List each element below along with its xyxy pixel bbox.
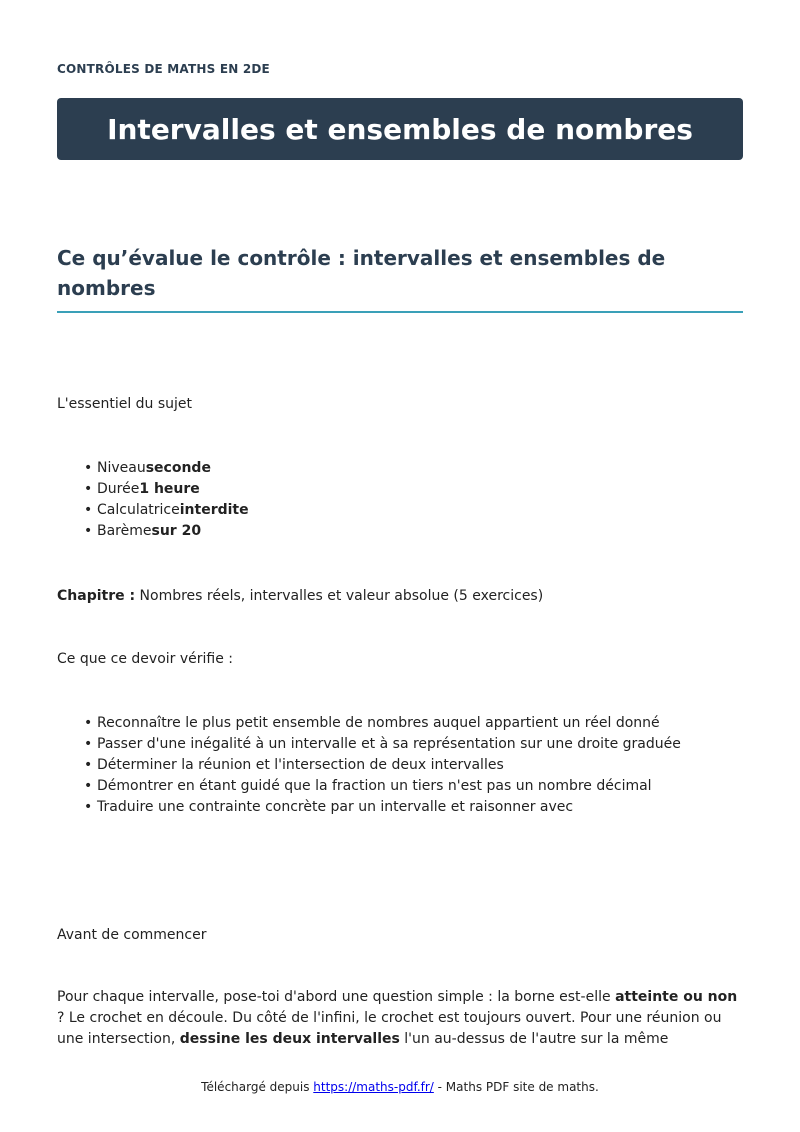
list-item: • Calculatriceinterdite	[97, 500, 249, 521]
site-link[interactable]: https://maths-pdf.fr/	[313, 1080, 434, 1094]
list-item: • Durée1 heure	[97, 479, 249, 500]
chapitre-text: Nombres réels, intervalles et valeur absolue (5 exercices)	[135, 588, 544, 604]
page-footer: Téléchargé depuis https://maths-pdf.fr/ - Maths PDF site de maths.	[201, 1080, 599, 1094]
avant-paragraph: Pour chaque intervalle, pose-toi d'abord une question simple : la borne est-elle atteinte ou non ? Le crochet en découle. Du côté de l'infini, le crochet est toujours ouvert. Pour une réunion ou une intersection, dessine les deux intervalles l'un au-dessus de l'autre sur la même	[57, 989, 738, 1047]
essentiel-heading: L'essentiel du sujet	[57, 396, 193, 412]
list-item: • Démontrer en étant guidé que la fraction un tiers n'est pas un nombre décimal	[97, 776, 681, 797]
title-banner	[57, 98, 743, 160]
verifie-list	[97, 713, 681, 818]
essentiel-list	[97, 458, 249, 542]
list-item: • Passer d'une inégalité à un intervalle et à sa représentation sur une droite graduée	[97, 734, 681, 755]
section-heading: Ce qu’évalue le contrôle : intervalles et ensembles de nombres	[57, 243, 743, 313]
chapitre-line	[57, 586, 747, 607]
list-item: • Reconnaître le plus petit ensemble de nombres auquel appartient un réel donné	[97, 713, 681, 734]
page-title: Intervalles et ensembles de nombres	[107, 112, 693, 146]
chapitre-label: Chapitre :	[57, 588, 136, 604]
list-item: • Niveauseconde	[97, 458, 249, 479]
list-item: • Traduire une contrainte concrète par un intervalle et raisonner avec	[97, 797, 681, 818]
series-kicker: CONTRÔLES DE MATHS EN 2DE	[57, 62, 270, 76]
list-item: • Déterminer la réunion et l'intersection de deux intervalles	[97, 755, 681, 776]
verifie-heading: Ce que ce devoir vérifie :	[57, 651, 234, 667]
list-item: • Barèmesur 20	[97, 521, 249, 542]
avant-heading: Avant de commencer	[57, 927, 207, 943]
